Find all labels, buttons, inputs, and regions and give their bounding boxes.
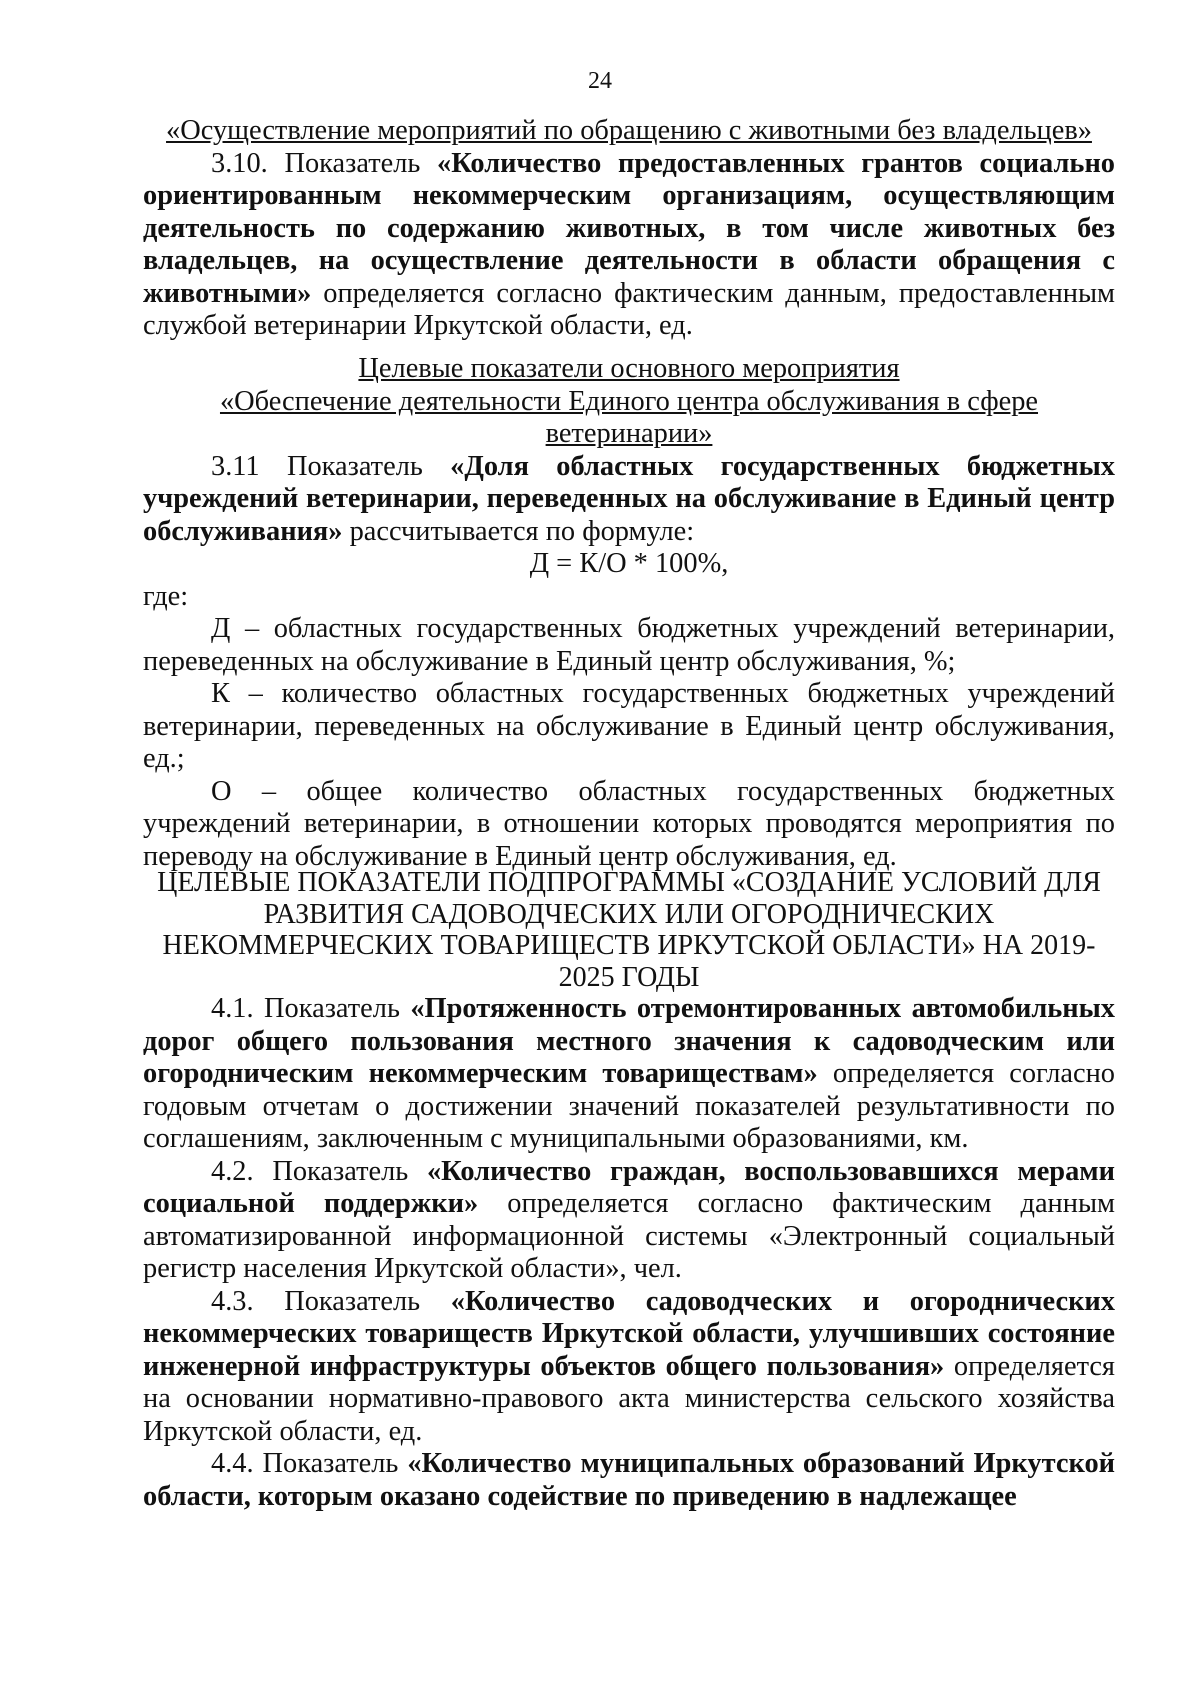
definition-d: Д – областных государственных бюджетных учреждений ветеринарии, переведенных на обслуживание в Единый центр обслуживания, %; bbox=[143, 613, 1115, 677]
indicator-4-2 bbox=[143, 1156, 1115, 1286]
section-gardening-subprogram bbox=[143, 867, 1115, 1513]
indicator-lead: 4.4. Показатель bbox=[211, 1448, 408, 1479]
indicator-title: «Количество садоводческих и огороднических некоммерческих товариществ Иркутской области, улучшивших состояние инженерной инфраструктуры объектов общего пользования» bbox=[143, 1285, 1115, 1382]
definition-k: К – количество областных государственных бюджетных учреждений ветеринарии, переведенных на обслуживание в Единый центр обслуживания, ед.; bbox=[143, 678, 1115, 774]
indicator-title: «Количество муниципальных образований Иркутской области, которым оказано содействие по приведению в надлежащее bbox=[143, 1448, 1115, 1512]
indicator-3-10 bbox=[143, 148, 1115, 343]
indicator-3-11 bbox=[143, 451, 1115, 549]
indicator-lead: 4.3. Показатель bbox=[211, 1285, 451, 1317]
indicator-title: «Доля областных государственных бюджетных учреждений ветеринарии, переведенных на обслуживание в Единый центр обслуживания» bbox=[143, 450, 1115, 547]
section-heading bbox=[143, 353, 1115, 451]
section-heading-line-1: Целевые показатели основного мероприятия bbox=[358, 353, 900, 384]
formula: Д = К/О * 100%, bbox=[529, 548, 729, 579]
indicator-title: «Протяженность отремонтированных автомобильных дорог общего пользования местного значения к садоводческим или огородническим некоммерческим товариществам» bbox=[143, 993, 1115, 1089]
indicator-description: рассчитывается по формуле: bbox=[342, 515, 695, 547]
subprogram-heading-line-1: ЦЕЛЕВЫЕ ПОКАЗАТЕЛИ ПОДПРОГРАММЫ «СОЗДАНИЕ УСЛОВИЙ ДЛЯ bbox=[157, 867, 1101, 898]
indicator-4-3 bbox=[143, 1286, 1115, 1449]
indicator-lead: 3.10. Показатель bbox=[211, 147, 437, 179]
indicator-title: «Количество граждан, воспользовавшихся мерами социальной поддержки» bbox=[143, 1155, 1115, 1219]
indicator-4-4 bbox=[143, 1448, 1115, 1513]
page-number: 24 bbox=[588, 68, 612, 94]
subprogram-heading bbox=[143, 867, 1115, 993]
section-heading-line-3: ветеринарии» bbox=[545, 418, 713, 449]
indicator-lead: 4.1. Показатель bbox=[211, 993, 411, 1024]
indicator-4-1 bbox=[143, 993, 1115, 1156]
section-vet-service-center bbox=[143, 353, 1115, 873]
definition-o: О – общее количество областных государственных бюджетных учреждений ветеринарии, в отношении которых проводятся мероприятия по переводу на обслуживание в Единый центр обслуживания, ед. bbox=[143, 775, 1115, 872]
subprogram-heading-line-3: НЕКОММЕРЧЕСКИХ ТОВАРИЩЕСТВ ИРКУТСКОЙ ОБЛАСТИ» НА 2019- bbox=[162, 930, 1096, 961]
indicator-description: определяется согласно фактическим данным, предоставленным службой ветеринарии Иркутской области, ед. bbox=[143, 277, 1115, 341]
subprogram-heading-line-4: 2025 ГОДЫ bbox=[558, 961, 700, 993]
section-heading: «Осуществление мероприятий по обращению с животными без владельцев» bbox=[166, 115, 1092, 146]
section-heading-line-2: «Обеспечение деятельности Единого центра обслуживания в сфере bbox=[219, 385, 1039, 417]
indicator-description: определяется на основании нормативно-правового акта министерства сельского хозяйства Иркутской области, ед. bbox=[143, 1350, 1115, 1447]
section-animals-without-owners bbox=[143, 115, 1115, 343]
where-label: где: bbox=[143, 580, 189, 612]
indicator-title: «Количество предоставленных грантов социально ориентированным некоммерческим организациям, осуществляющим деятельность по содержанию животных, в том числе животных без владельцев, на осуществление деятельности в области обращения с животными» bbox=[143, 147, 1115, 309]
indicator-lead: 3.11 Показатель bbox=[211, 450, 451, 482]
subprogram-heading-line-2: РАЗВИТИЯ САДОВОДЧЕСКИХ ИЛИ ОГОРОДНИЧЕСКИХ bbox=[263, 898, 995, 930]
indicator-lead: 4.2. Показатель bbox=[211, 1155, 427, 1187]
indicator-description: определяется согласно годовым отчетам о достижении значений показателей результативности по соглашениям, заключенным с муниципальными образованиями, км. bbox=[143, 1058, 1115, 1154]
indicator-description: определяется согласно фактическим данным автоматизированной информационной системы «Электронный социальный регистр населения Иркутской области», чел. bbox=[143, 1188, 1115, 1284]
